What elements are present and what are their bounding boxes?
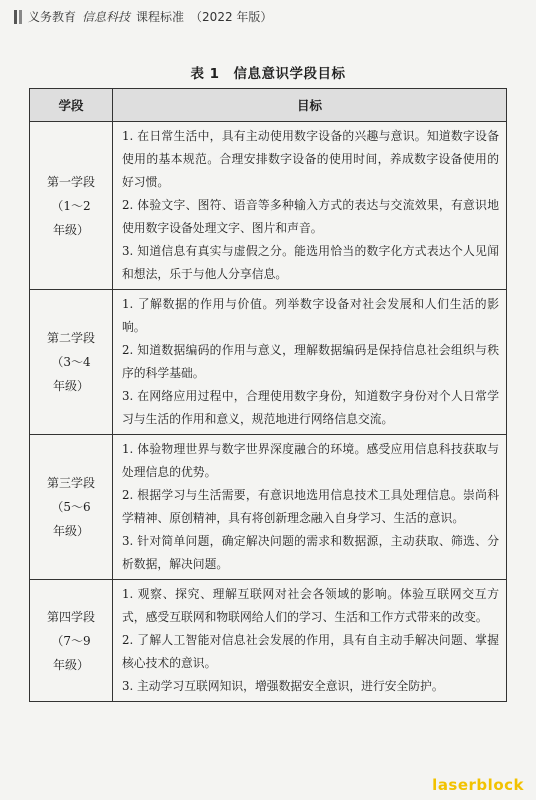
table-row [30,122,507,290]
header-edition: （2022 年版） [190,10,273,24]
stage-grades: （7～9 [51,633,91,648]
goal-item: 3. 在网络应用过程中，合理使用数字身份，知道数字身份对个人日常学习与生活的作用和意义，规范地进行网络信息交流。 [122,389,499,426]
watermark-logo: laserblock [432,776,524,794]
stage-grades-suffix: 年级） [52,222,89,237]
table-row [30,580,507,702]
goal-item: 2. 知道数据编码的作用与意义，理解数据编码是保持信息社会组织与秩序的科学基础。 [122,343,499,380]
stage-name: 第一学段 [46,174,95,189]
header-standard: 课程标准 [136,10,185,24]
goal-item: 1. 体验物理世界与数字世界深度融合的环境。感受应用信息科技获取与处理信息的优势。 [122,442,499,479]
goal-item: 3. 知道信息有真实与虚假之分。能选用恰当的数字化方式表达个人见闻和想法，乐于与他人分享信息。 [122,244,499,281]
stage-grades-suffix: 年级） [52,379,89,393]
stage-grades-suffix: 年级） [52,524,89,538]
column-header-stage: 学段 [30,89,113,122]
goal-item: 1. 观察、探究、理解互联网对社会各领域的影响。体验互联网交互方式，感受互联网和物联网给人们的学习、生活和工作方式带来的改变。 [122,587,499,624]
stage-name: 第三学段 [46,476,95,490]
goals-cell [113,580,507,702]
stage-grades: （3～4 [51,355,91,369]
stage-cell [30,435,113,580]
stage-cell [30,290,113,435]
stage-name: 第二学段 [46,331,95,345]
stage-grades: （5～6 [51,500,91,514]
table-header-row [30,89,507,122]
goals-cell [113,122,507,290]
goals-cell [113,290,507,435]
stage-grades-suffix: 年级） [52,657,89,672]
header-bars-icon [14,10,22,24]
table-row [30,435,507,580]
stage-cell [30,580,113,702]
column-header-goals: 目标 [113,89,507,122]
goal-item: 1. 了解数据的作用与价值。列举数字设备对社会发展和人们生活的影响。 [122,297,499,334]
header-subject: 信息科技 [82,10,131,24]
page-header [14,8,272,25]
goal-item: 1. 在日常生活中，具有主动使用数字设备的兴趣与意识。知道数字设备使用的基本规范。合理安排数字设备的使用时间，养成数字设备使用的好习惯。 [122,129,499,189]
goal-item: 3. 主动学习互联网知识，增强数据安全意识，进行安全防护。 [122,679,444,693]
goal-item: 2. 了解人工智能对信息社会发展的作用，具有自主动手解决问题、掌握核心技术的意识。 [122,633,499,670]
goals-table [29,88,507,702]
stage-cell [30,122,113,290]
header-book: 义务教育 [28,10,77,24]
goals-cell [113,435,507,580]
stage-grades: （1～2 [51,198,91,213]
table-row [30,290,507,435]
goal-item: 2. 根据学习与生活需要，有意识地选用信息技术工具处理信息。崇尚科学精神、原创精神，具有将创新理念融入自身学习、生活的意识。 [122,488,499,525]
stage-name: 第四学段 [46,609,95,624]
goal-item: 3. 针对简单问题，确定解决问题的需求和数据源，主动获取、筛选、分析数据，解决问题。 [122,534,499,571]
table-title: 表 1 信息意识学段目标 [190,66,346,82]
goal-item: 2. 体验文字、图符、语音等多种输入方式的表达与交流效果，有意识地使用数字设备处理文字、图片和声音。 [122,198,499,235]
